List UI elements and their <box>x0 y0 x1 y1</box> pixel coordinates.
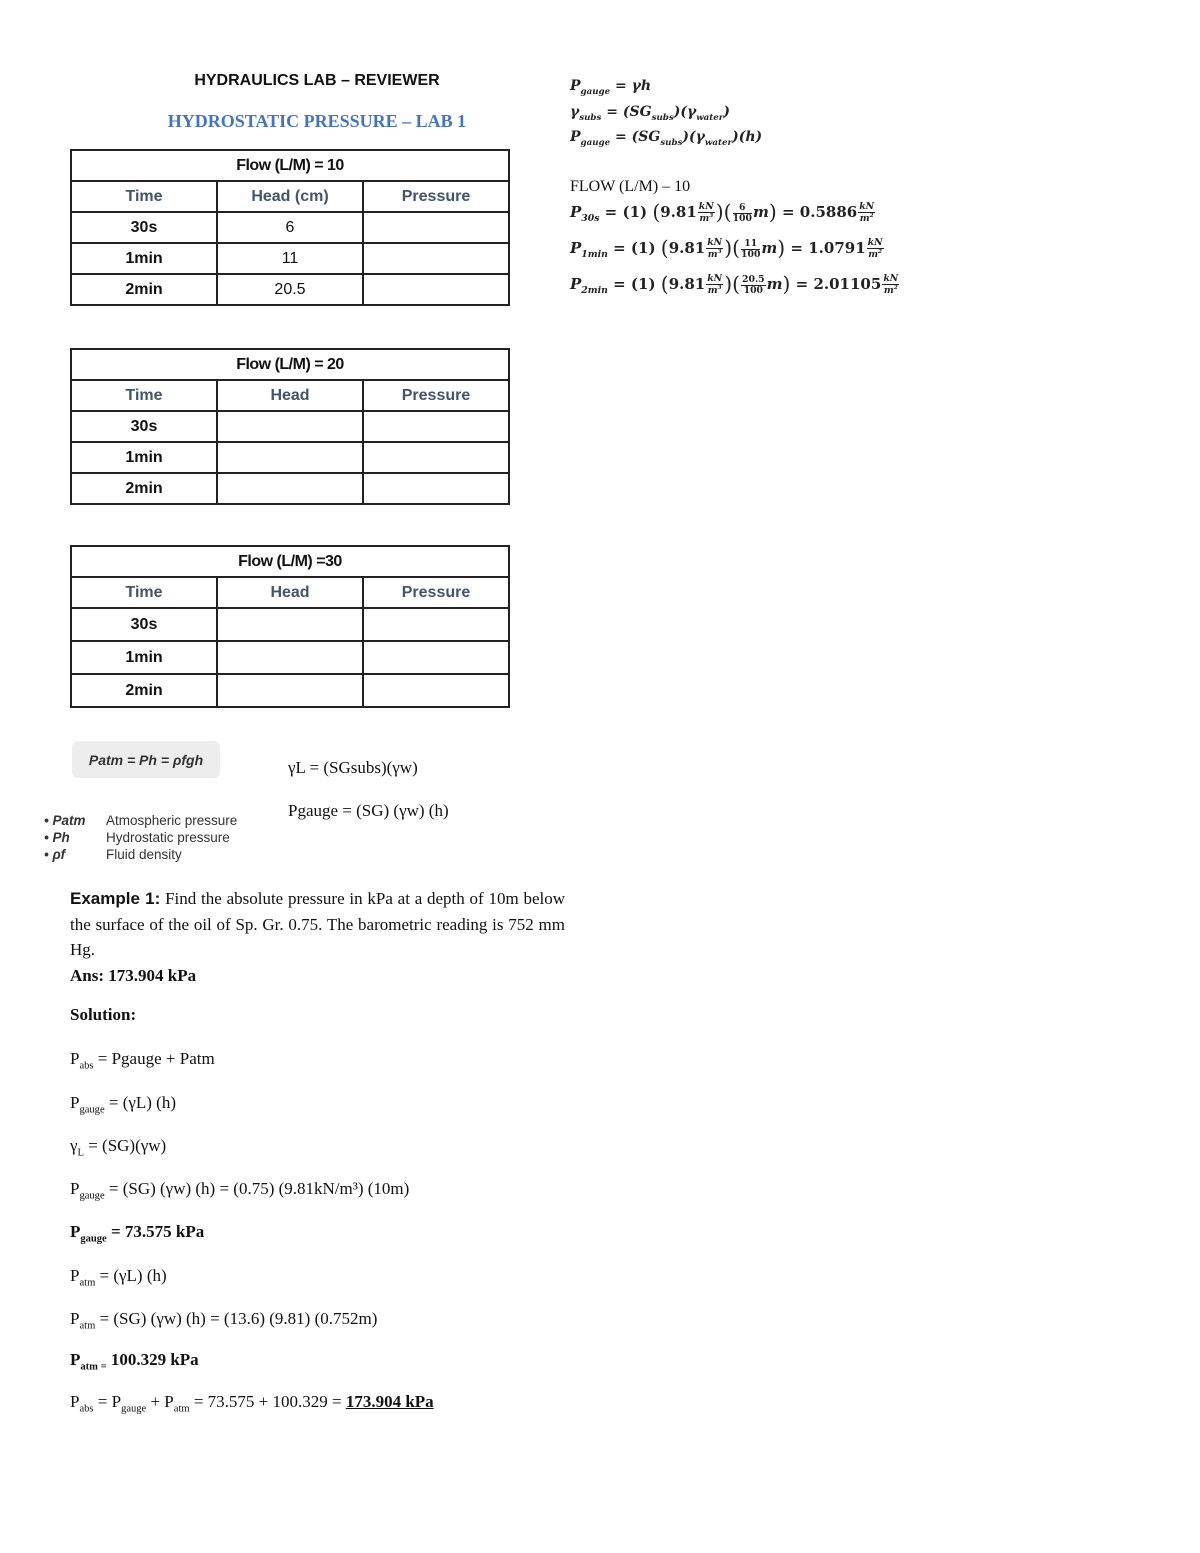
cell-time: 1min <box>71 641 217 674</box>
coef-one: (1) <box>630 275 656 293</box>
example-problem <box>70 886 565 988</box>
hydrostatic-equation: Patm = Ph = ρfgh <box>88 751 204 768</box>
denominator-100: 100 <box>741 248 761 260</box>
cell-pressure <box>363 411 509 442</box>
gamma-w-value: 9.81 <box>660 203 697 221</box>
flow-table-30 <box>70 545 510 708</box>
hydrostatic-formula-box <box>72 741 220 778</box>
table-row <box>71 411 509 442</box>
cell-head: 11 <box>217 243 363 274</box>
cell-pressure <box>363 641 509 674</box>
col-header-time: Time <box>71 181 217 212</box>
formula-pgauge-gamma-h: $P_{gauge} = \gamma h$ <box>570 78 652 97</box>
table-row <box>71 274 509 305</box>
solution-line-5: $P_{gauge} = 73.575$ kPa <box>70 1222 205 1245</box>
example-text: Find the absolute pressure in kPa at a depth of 10m below the surface of the oil of Sp. Gr. 0.75. The barometric reading is 752 mm Hg. <box>70 889 566 959</box>
coef-one: (1) <box>622 203 648 221</box>
cell-head <box>217 608 363 641</box>
legend-item: • Patm Atmospheric pressure <box>44 813 238 828</box>
cell-pressure <box>363 473 509 504</box>
table-row <box>71 243 509 274</box>
col-header-head: Head <box>217 380 363 411</box>
cell-pressure <box>363 608 509 641</box>
cell-time: 2min <box>71 674 217 707</box>
table-row <box>71 473 509 504</box>
coef-one: (1) <box>630 239 656 257</box>
cell-time: 1min <box>71 243 217 274</box>
solution-line-2: $P_{gauge} = (\gamma L)$ (h) <box>70 1093 177 1116</box>
page-subtitle: HYDROSTATIC PRESSURE – LAB 1 <box>167 111 467 131</box>
solution-label: Solution: <box>70 1005 137 1024</box>
table-caption: Flow (L/M) =30 <box>71 546 509 577</box>
gamma-w-value: 9.81 <box>668 239 706 257</box>
cell-head <box>217 674 363 707</box>
example-answer: Ans: 173.904 kPa <box>70 965 197 985</box>
table-row <box>71 442 509 473</box>
solution-line-1: $P_{abs}$ = Pgauge + Patm <box>70 1049 215 1072</box>
formula-pgauge-full: $P_{gauge} = (SG_{subs})(\gamma_{water})(h)$ <box>570 129 763 148</box>
solution-line-3: $\gamma_L = (SG)(\gamma w)$ <box>70 1136 167 1159</box>
head-30s: 6 <box>733 203 752 214</box>
cell-time: 1min <box>71 442 217 473</box>
formula-p2min: $P_{2min} = (1)$ (9.81 $\frac{kN}{m^3}$ )( $\frac{20.5}{100}$ m) = 2.01105 $\frac{kN}{m^2}$ <box>570 272 899 297</box>
col-header-pressure: Pressure <box>363 380 509 411</box>
cell-head: 20.5 <box>217 274 363 305</box>
legend-item: • Ph Hydrostatic pressure <box>44 830 230 845</box>
flow-heading: FLOW (L/M) – 10 <box>570 178 691 195</box>
cell-pressure <box>363 243 509 274</box>
cell-pressure <box>363 674 509 707</box>
col-header-head: Head (cm) <box>217 181 363 212</box>
cell-time: 2min <box>71 473 217 504</box>
solution-line-6: $P_{atm} = (\gamma L)$ (h) <box>70 1266 167 1289</box>
formula-gamma-subs: $\gamma_{subs} = (SG_{subs})(\gamma_{water})$ <box>570 104 731 123</box>
p2min-result: 2.01105 <box>813 275 882 293</box>
cell-time: 30s <box>71 212 217 243</box>
table-caption: Flow (L/M) = 20 <box>71 349 509 380</box>
cell-time: 30s <box>71 608 217 641</box>
solution-line-4: $P_{gauge} = (SG)$ (γw) (h) = (0.75) (9.81kN/m³) (10m) <box>70 1179 410 1202</box>
cell-pressure <box>363 274 509 305</box>
pgauge-equation: Pgauge = (SG) (γw) (h) <box>288 801 449 820</box>
gamma-w-value: 9.81 <box>668 275 706 293</box>
p30s-result: 0.5886 <box>799 203 858 221</box>
col-header-pressure: Pressure <box>363 577 509 608</box>
denominator-100: 100 <box>743 284 764 296</box>
formula-p1min: $P_{1min} = (1)$ (9.81 $\frac{kN}{m^3}$ )( $\frac{11}{100}$ m) = 1.0791 $\frac{kN}{m^2}$ <box>570 236 883 261</box>
solution-line-8: $P_{atm =}$ 100.329 kPa <box>70 1350 199 1373</box>
denominator-100: 100 <box>732 212 752 224</box>
table-row <box>71 674 509 707</box>
head-2min: 20.5 <box>742 273 765 285</box>
col-header-time: Time <box>71 380 217 411</box>
formula-p30s: $P_{30s} = (1)$ (9.81 $\frac{kN}{m^3}$ )( $\frac{6}{100}$ m) = 0.5886 $\frac{kN}{m^2}$ <box>570 200 875 225</box>
col-header-head: Head <box>217 577 363 608</box>
cell-head: 6 <box>217 212 363 243</box>
flow-table-20 <box>70 348 510 505</box>
gamma-l-equation: γL = (SGsubs)(γw) <box>288 758 418 777</box>
page-title: HYDRAULICS LAB – REVIEWER <box>194 72 440 89</box>
cell-pressure <box>363 212 509 243</box>
symbol-legend <box>44 812 237 863</box>
col-header-pressure: Pressure <box>363 181 509 212</box>
table-row <box>71 641 509 674</box>
solution-line-9: $P_{abs} = P_{gauge} + P_{atm} = 73.575 + 100.329 = 173.904$ kPa <box>70 1392 434 1415</box>
cell-pressure <box>363 442 509 473</box>
cell-head <box>217 411 363 442</box>
cell-head <box>217 641 363 674</box>
p1min-result: 1.0791 <box>808 239 866 257</box>
table-row <box>71 212 509 243</box>
legend-item: • ρf Fluid density <box>44 847 182 862</box>
flow-table-10 <box>70 149 510 306</box>
col-header-time: Time <box>71 577 217 608</box>
table-caption: Flow (L/M) = 10 <box>71 150 509 181</box>
solution-line-7: $P_{atm} = (SG)$ (γw) (h) = (13.6) (9.81) (0.752m) <box>70 1309 378 1332</box>
final-answer: 173.904 kPa <box>345 1392 434 1411</box>
head-1min: 11 <box>741 239 760 250</box>
cell-head <box>217 442 363 473</box>
cell-time: 30s <box>71 411 217 442</box>
cell-time: 2min <box>71 274 217 305</box>
example-label: Example 1: <box>70 889 161 908</box>
cell-head <box>217 473 363 504</box>
table-row <box>71 608 509 641</box>
